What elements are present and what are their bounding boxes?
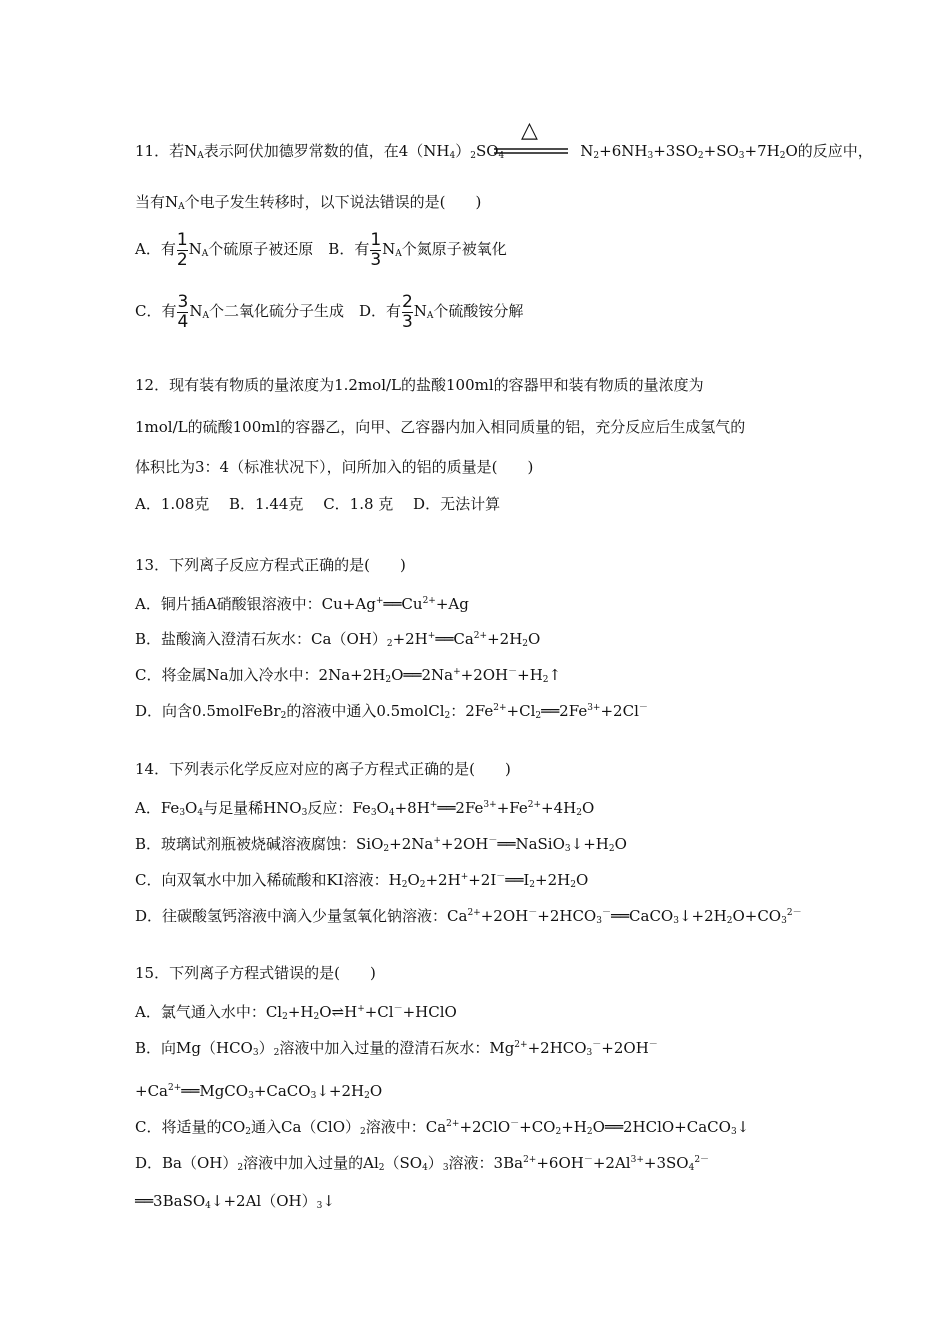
q13-option-d: D．向含0.5molFeBr$_2$的溶液中通入0.5molCl$_2$：$2Fe^{2+}+Cl_2══2Fe^{3+}+2Cl^-$ bbox=[135, 702, 648, 721]
q11-options-ab: A．有 $\frac{1}{2}$ $N_A$个硫原子被还原 B．有 $\frac{1}{3}$ $N_A$个氮原子被氧化 bbox=[135, 229, 507, 270]
fraction-one-third: $\frac{1}{3}$ bbox=[370, 229, 382, 270]
q13-stem: 13．下列离子反应方程式正确的是( ) bbox=[135, 556, 406, 574]
q12-options: A．1.08克 B．1.44克 C．1.8 克 D．无法计算 bbox=[135, 495, 501, 513]
q11-options-cd: C．有 $\frac{3}{4}$ $N_A$个二氧化硫分子生成 D．有 $\frac{2}{3}$ $N_A$个硫酸铵分解 bbox=[135, 291, 524, 332]
heat-symbol: △ bbox=[521, 118, 538, 143]
fraction-three-quarters: $\frac{3}{4}$ bbox=[177, 291, 189, 332]
heating-condition-arrow bbox=[492, 118, 570, 158]
fraction-two-thirds: $\frac{2}{3}$ bbox=[401, 291, 413, 332]
q14-option-b: B．玻璃试剂瓶被烧碱溶液腐蚀：$SiO_2+2Na^++2OH^-══NaSiO_3↓+H_2O$ bbox=[135, 835, 627, 854]
q12-stem-line-2: 1mol/L的硫酸100ml的容器乙，向甲、乙容器内加入相同质量的铝，充分反应后生成氢气的 bbox=[135, 418, 746, 436]
q14-option-d: D．往碳酸氢钙溶液中滴入少量氢氧化钠溶液：$Ca^{2+}+2OH^-+2HCO_3^-══CaCO_3↓+2H_2O+CO_3^{2-}$ bbox=[135, 907, 802, 926]
q13-option-a: A．铜片插A硝酸银溶液中：$Cu+Ag^+══Cu^{2+}+Ag$ bbox=[135, 595, 469, 613]
q15-option-b-continued: $+Ca^{2+}══MgCO_3+CaCO_3↓+2H_2O$ bbox=[135, 1082, 383, 1101]
fraction-one-half: $\frac{1}{2}$ bbox=[176, 229, 188, 270]
q14-option-a: A．$Fe_3O_4$与足量稀$HNO_3$反应：$Fe_3O_4+8H^+══2Fe^{3+}+Fe^{2+}+4H_2O$ bbox=[135, 799, 595, 818]
q15-option-d-continued: $══3BaSO_4↓+2Al(OH)_3↓$ bbox=[135, 1192, 335, 1211]
q12-stem-line-3: 体积比为3：4（标准状况下），问所加入的铝的质量是( ) bbox=[135, 458, 534, 476]
q13-option-c: C．将金属Na加入冷水中：$2Na+2H_2O══2Na^++2OH^-+H_2↑$ bbox=[135, 666, 562, 685]
q15-option-d: D．$Ba(OH)_2$溶液中加入过量的$Al_2(SO_4)_3$溶液：$3Ba^{2+}+6OH^-+2Al^{3+}+3SO_4^{2-}$ bbox=[135, 1154, 710, 1173]
q15-option-c: C．将适量的$CO_2$通入$Ca(ClO)_2$溶液中：$Ca^{2+}+2ClO^-+CO_2+H_2O══2HClO+CaCO_3↓$ bbox=[135, 1118, 750, 1137]
q12-stem-line-1: 12．现有装有物质的量浓度为1.2mol/L的盐酸100ml的容器甲和装有物质的量浓度为 bbox=[135, 376, 704, 394]
q13-option-b: B．盐酸滴入澄清石灰水：$Ca(OH)_2+2H^+══Ca^{2+}+2H_2O$ bbox=[135, 630, 541, 649]
q15-option-a: A．氯气通入水中：$Cl_2+H_2O\rightleftharpoons H^++Cl^-+HClO$ bbox=[135, 1003, 457, 1022]
q11-stem-line-2: 当有$N_A$个电子发生转移时，以下说法错误的是( ) bbox=[135, 193, 482, 212]
q11-stem-line-1: 11．若$N_A$表示阿伏加德罗常数的值，在$4(NH_4)_2SO_4$ $N_2+6NH_3+3SO_2+SO_3+7H_2O$的反应中， bbox=[135, 142, 873, 161]
q14-option-c: C．向双氧水中加入稀硫酸和KI溶液：$H_2O_2+2H^++2I^-══I_2+2H_2O$ bbox=[135, 871, 589, 890]
q15-option-b: B．向$Mg(HCO_3)_2$溶液中加入过量的澄清石灰水：$Mg^{2+}+2HCO_3^-+2OH^-$ bbox=[135, 1039, 658, 1058]
q14-stem: 14．下列表示化学反应对应的离子方程式正确的是( ) bbox=[135, 760, 511, 778]
q15-stem: 15．下列离子方程式错误的是( ) bbox=[135, 964, 376, 982]
